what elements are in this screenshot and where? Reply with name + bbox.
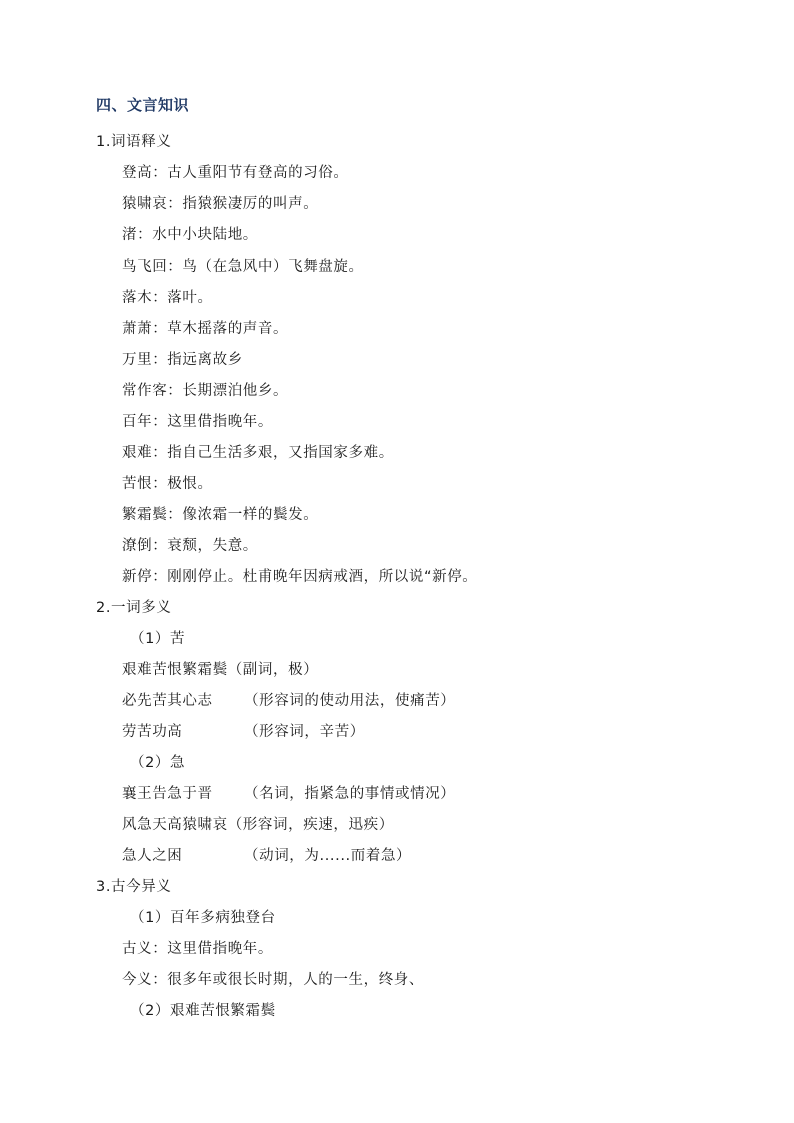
- definition-item: 猿啸哀：指猿猴凄厉的叫声。: [122, 196, 319, 212]
- polysemy-note: （动词，为......而着急）: [244, 848, 412, 864]
- definition-item: 苦恨：极恨。: [122, 476, 213, 492]
- polysemy-row: [122, 720, 365, 741]
- definition-item: 常作客：长期漂泊他乡。: [122, 383, 289, 399]
- section-title: 四、文言知识: [96, 96, 190, 114]
- polysemy-phrase: 劳苦功高: [122, 724, 183, 740]
- ancient-meaning: 古义：这里借指晚年。: [122, 941, 273, 957]
- modern-meaning: 今义：很多年或很长时期，人的一生，终身、: [122, 972, 424, 988]
- ancient-modern-label: （1）百年多病独登台: [130, 910, 276, 926]
- polysemy-label: （1）苦: [130, 631, 186, 647]
- ancient-modern-label: （2）艰难苦恨繁霜鬓: [130, 1003, 276, 1019]
- polysemy-phrase: 艰难苦恨繁霜鬓: [122, 662, 228, 678]
- polysemy-phrase: 必先苦其心志: [122, 693, 213, 709]
- part3-title: 3.古今异义: [96, 879, 172, 895]
- part2-title: 2.一词多义: [96, 600, 172, 616]
- polysemy-note: （副词，极）: [227, 662, 319, 678]
- polysemy-row: [122, 782, 455, 803]
- polysemy-phrase: 襄王告急于晋: [122, 786, 213, 802]
- definition-item: 萧萧：草木摇落的声音。: [122, 321, 289, 337]
- polysemy-phrase: 急人之困: [122, 848, 183, 864]
- definition-item: 鸟飞回：鸟（在急风中）飞舞盘旋。: [122, 259, 364, 275]
- polysemy-note: （形容词的使动用法，使痛苦）: [244, 693, 456, 709]
- definition-item: 繁霜鬓：像浓霜一样的鬓发。: [122, 507, 319, 523]
- polysemy-note: （形容词，疾速，迅疾）: [227, 817, 394, 833]
- definition-item: 百年：这里借指晚年。: [122, 414, 273, 430]
- definition-item: 落木：落叶。: [122, 290, 213, 306]
- definition-item: 万里：指远离故乡: [122, 352, 243, 368]
- polysemy-row: [122, 658, 318, 679]
- polysemy-row: [122, 813, 394, 834]
- part1-title: 1.词语释义: [96, 134, 172, 150]
- definition-item: 潦倒：衰颓，失意。: [122, 538, 258, 554]
- polysemy-row: [122, 689, 455, 710]
- polysemy-row: [122, 844, 411, 865]
- polysemy-phrase: 风急天高猿啸哀: [122, 817, 228, 833]
- polysemy-label: （2）急: [130, 755, 186, 771]
- definition-item: 新停：刚刚停止。杜甫晚年因病戒酒，所以说“新停。: [122, 569, 478, 585]
- definition-item: 登高：古人重阳节有登高的习俗。: [122, 165, 349, 181]
- definition-item: 艰难：指自己生活多艰，又指国家多难。: [122, 445, 394, 461]
- definition-item: 渚：水中小块陆地。: [122, 227, 258, 243]
- polysemy-note: （形容词，辛苦）: [244, 724, 365, 740]
- polysemy-note: （名词，指紧急的事情或情况）: [244, 786, 456, 802]
